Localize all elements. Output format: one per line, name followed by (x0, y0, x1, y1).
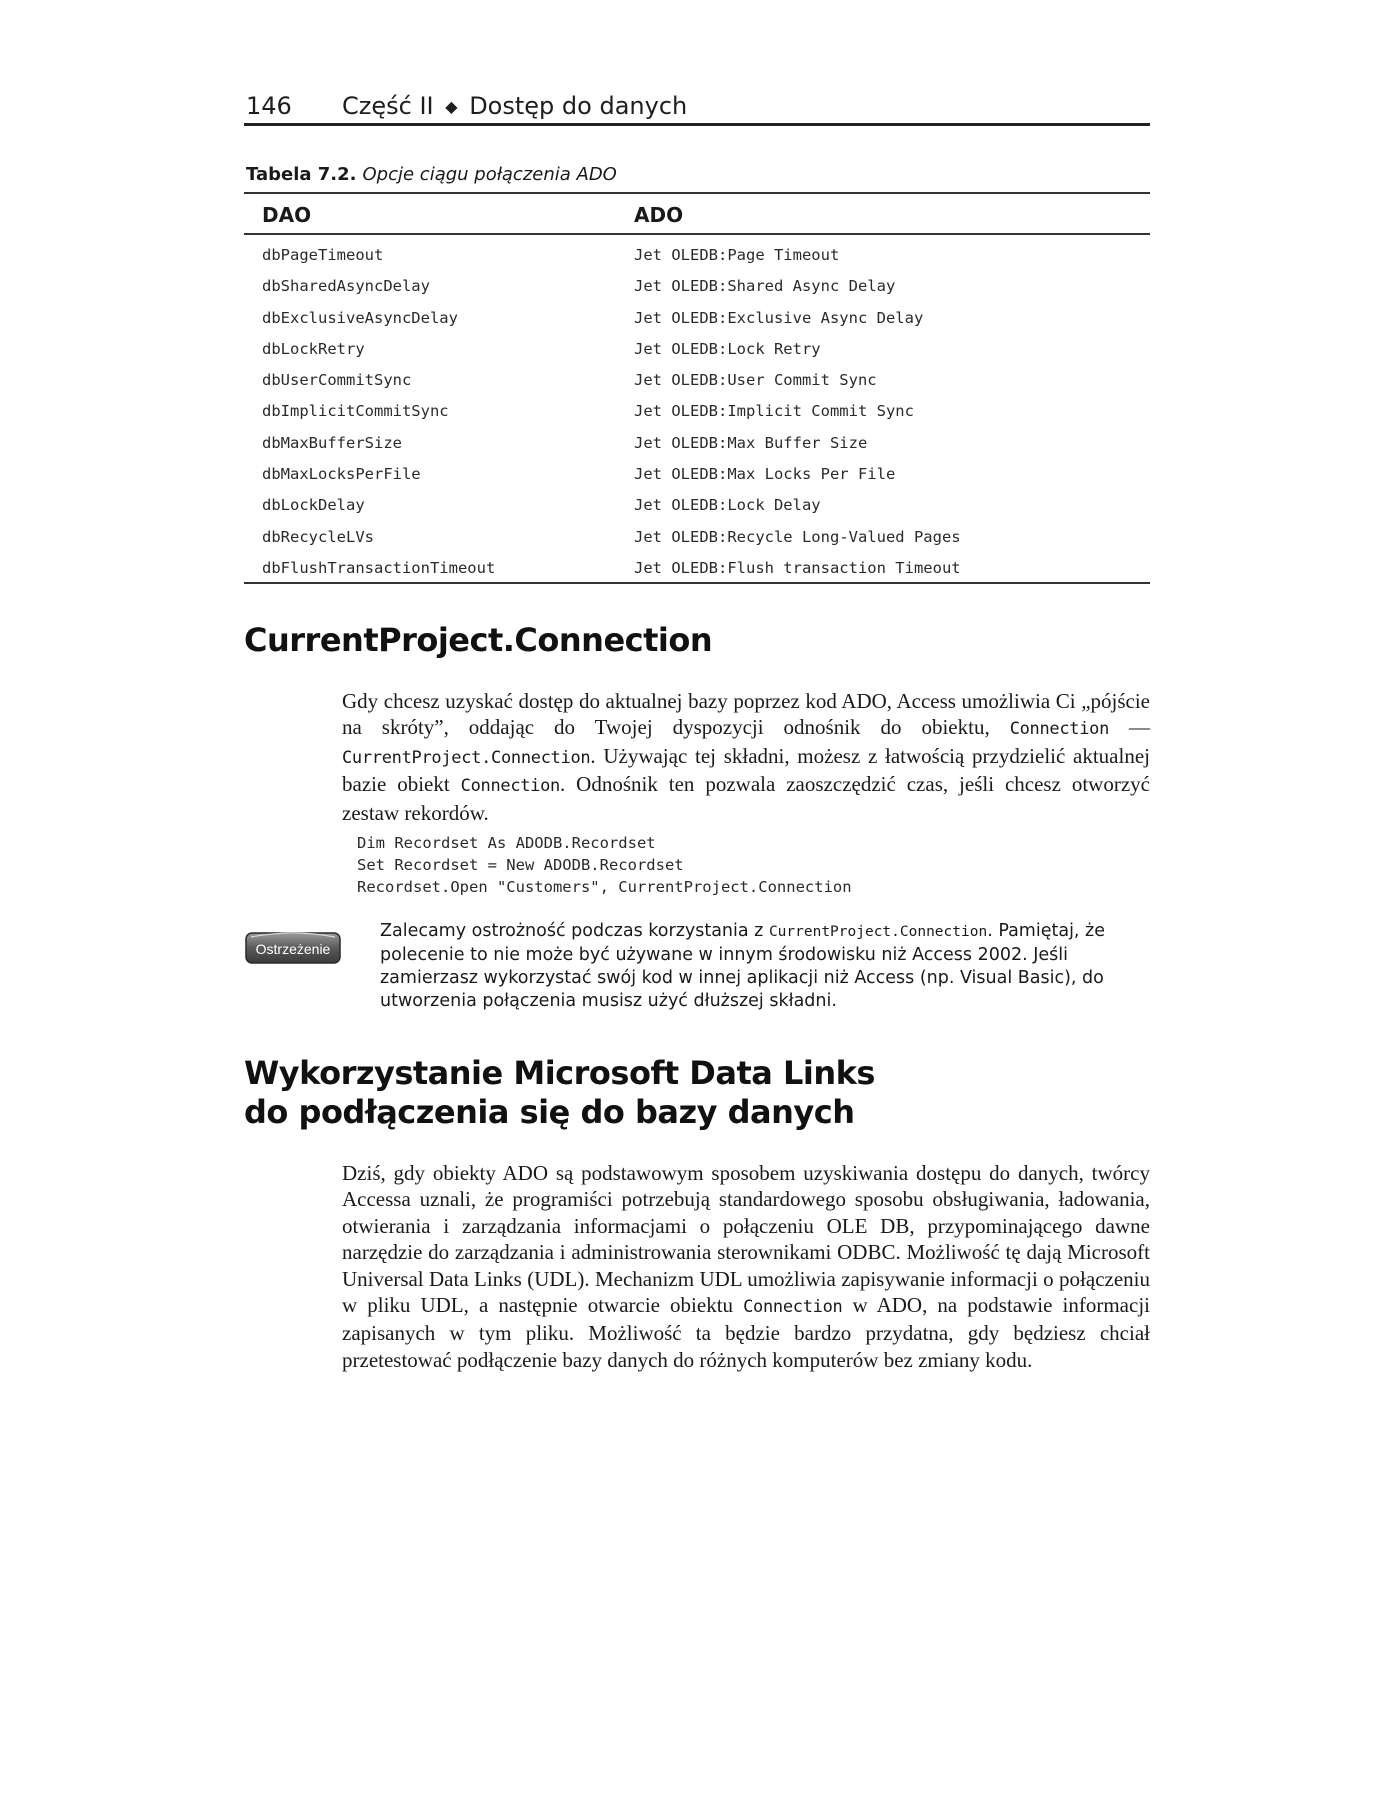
part-label: Część II (342, 92, 434, 120)
dao-cell: dbImplicitCommitSync (262, 402, 449, 421)
inline-code: Connection (1009, 719, 1110, 740)
table-bottom-rule (244, 582, 1150, 584)
inline-code: CurrentProject.Connection (768, 924, 988, 940)
text-run: . Odnośnik ten pozwala zaoszczędzić czas, jeśli chcesz otworzyć zestaw rekordów. (342, 772, 1150, 825)
table-row (246, 365, 1150, 396)
dao-cell: dbExclusiveAsyncDelay (262, 308, 458, 327)
dao-cell: dbFlushTransactionTimeout (262, 558, 496, 577)
table-row (246, 271, 1150, 302)
code-listing (357, 832, 852, 898)
code-line: Recordset.Open "Customers", CurrentProject.Connection (357, 878, 852, 896)
table-row (246, 396, 1150, 427)
ado-cell: Jet OLEDB:Page Timeout (634, 246, 840, 264)
text-run: w ADO, na podstawie informacji zapisanych w tym pliku. Możliwość ta będzie bardzo przydatna, gdy będziesz chciał przetestować podłączenie bazy danych do różnych komputerów bez zmiany kodu. (342, 1293, 1150, 1372)
table-row (246, 553, 1150, 584)
table-body (246, 240, 1150, 584)
dao-cell: dbPageTimeout (262, 246, 384, 264)
ado-cell: Jet OLEDB:Lock Delay (634, 496, 821, 515)
column-header-dao: DAO (262, 203, 312, 227)
inline-code: Connection (460, 776, 560, 797)
section-heading-current-project: CurrentProject.Connection (244, 621, 713, 659)
code-line: Dim Recordset As ADODB.Recordset (357, 834, 656, 852)
table-row (246, 490, 1150, 521)
text-run: Zalecamy ostrożność podczas korzystania z (380, 921, 769, 941)
text-run: . Używając tej składni, możesz z łatwością przydzielić aktualnej bazie obiekt (342, 743, 1150, 797)
section2-paragraph (342, 1160, 1150, 1373)
table-row (246, 334, 1150, 365)
dao-cell: dbSharedAsyncDelay (262, 277, 430, 296)
text-run: . Pamiętaj, że polecenie to nie może być używane w innym środowisku niż Access 2002. Jeśli zamierzasz wykorzystać swój kod w innej aplikacji niż Access (np. Visual Basic), do utworzenia połączenia musisz użyć dłuższej składni. (380, 921, 1106, 1011)
code-line: Set Recordset = New ADODB.Recordset (357, 856, 684, 874)
dao-cell: dbMaxBufferSize (262, 433, 402, 452)
ado-cell: Jet OLEDB:Implicit Commit Sync (634, 402, 914, 421)
section-heading-data-links (244, 1054, 1144, 1132)
running-header (246, 88, 1150, 124)
text-run: Dziś, gdy obiekty ADO są podstawowym sposobem uzyskiwania dostępu do danych, twórcy Accessa uznali, że programiści potrzebują standardowego sposobu obsługiwania, ładowania, otwierania i zarządzania informacjami o połączeniu OLE DB, przypominającego dawne narzędzie do zarządzania i administrowania sterownikami ODBC. Możliwość tę dają Microsoft Universal Data Links (UDL). Mechanizm UDL umożliwia zapisywanie informacji o połączeniu w pliku UDL, a następnie otwarcie obiektu (342, 1161, 1150, 1318)
table-top-rule (244, 192, 1150, 194)
warning-text (380, 920, 1150, 1013)
heading-line: do podłączenia się do bazy danych (244, 1093, 855, 1131)
column-header-ado: ADO (634, 203, 684, 227)
table-caption-label: Tabela 7.2. (246, 164, 357, 185)
diamond-separator-icon: ◆ (445, 97, 458, 116)
table-row (246, 303, 1150, 334)
table-row (246, 428, 1150, 459)
ado-cell: Jet OLEDB:Flush transaction Timeout (634, 558, 961, 577)
dao-cell: dbRecycleLVs (262, 527, 374, 546)
running-header-title (342, 92, 687, 120)
ado-cell: Jet OLEDB:Recycle Long-Valued Pages (634, 527, 961, 546)
inline-code: Connection (743, 1297, 843, 1318)
warning-badge-label: Ostrzeżenie (255, 941, 331, 957)
table-row (246, 240, 1150, 271)
ado-cell: Jet OLEDB:Exclusive Async Delay (634, 308, 924, 327)
ado-cell: Jet OLEDB:Max Buffer Size (634, 433, 868, 452)
table-header-rule (244, 233, 1150, 235)
text-run: Gdy chcesz uzyskać dostęp do aktualnej bazy poprzez kod ADO, Access umożliwia Ci „pójście na skróty”, oddając do Twojej dyspozycji odnośnik do obiektu, (342, 689, 1150, 740)
ado-cell: Jet OLEDB:Shared Async Delay (634, 277, 896, 296)
ado-cell: Jet OLEDB:User Commit Sync (634, 371, 877, 390)
text-run: — (1109, 715, 1151, 740)
page-number: 146 (246, 92, 292, 120)
dao-cell: dbUserCommitSync (262, 371, 412, 390)
ado-cell: Jet OLEDB:Max Locks Per File (634, 465, 896, 484)
header-rule (244, 123, 1150, 126)
dao-cell: dbMaxLocksPerFile (262, 465, 421, 484)
ado-cell: Jet OLEDB:Lock Retry (634, 339, 821, 358)
section1-paragraph (342, 688, 1150, 826)
heading-line: Wykorzystanie Microsoft Data Links (244, 1054, 875, 1092)
dao-cell: dbLockRetry (262, 339, 365, 358)
table-row (246, 522, 1150, 553)
dao-cell: dbLockDelay (262, 496, 365, 515)
table-row (246, 459, 1150, 490)
inline-code: CurrentProject.Connection (342, 747, 591, 768)
section-label: Dostęp do danych (469, 92, 688, 120)
table-caption-title: Opcje ciągu połączenia ADO (362, 164, 617, 185)
table-caption (246, 164, 617, 185)
table-header-row (246, 203, 1150, 233)
warning-badge-icon (245, 927, 341, 969)
